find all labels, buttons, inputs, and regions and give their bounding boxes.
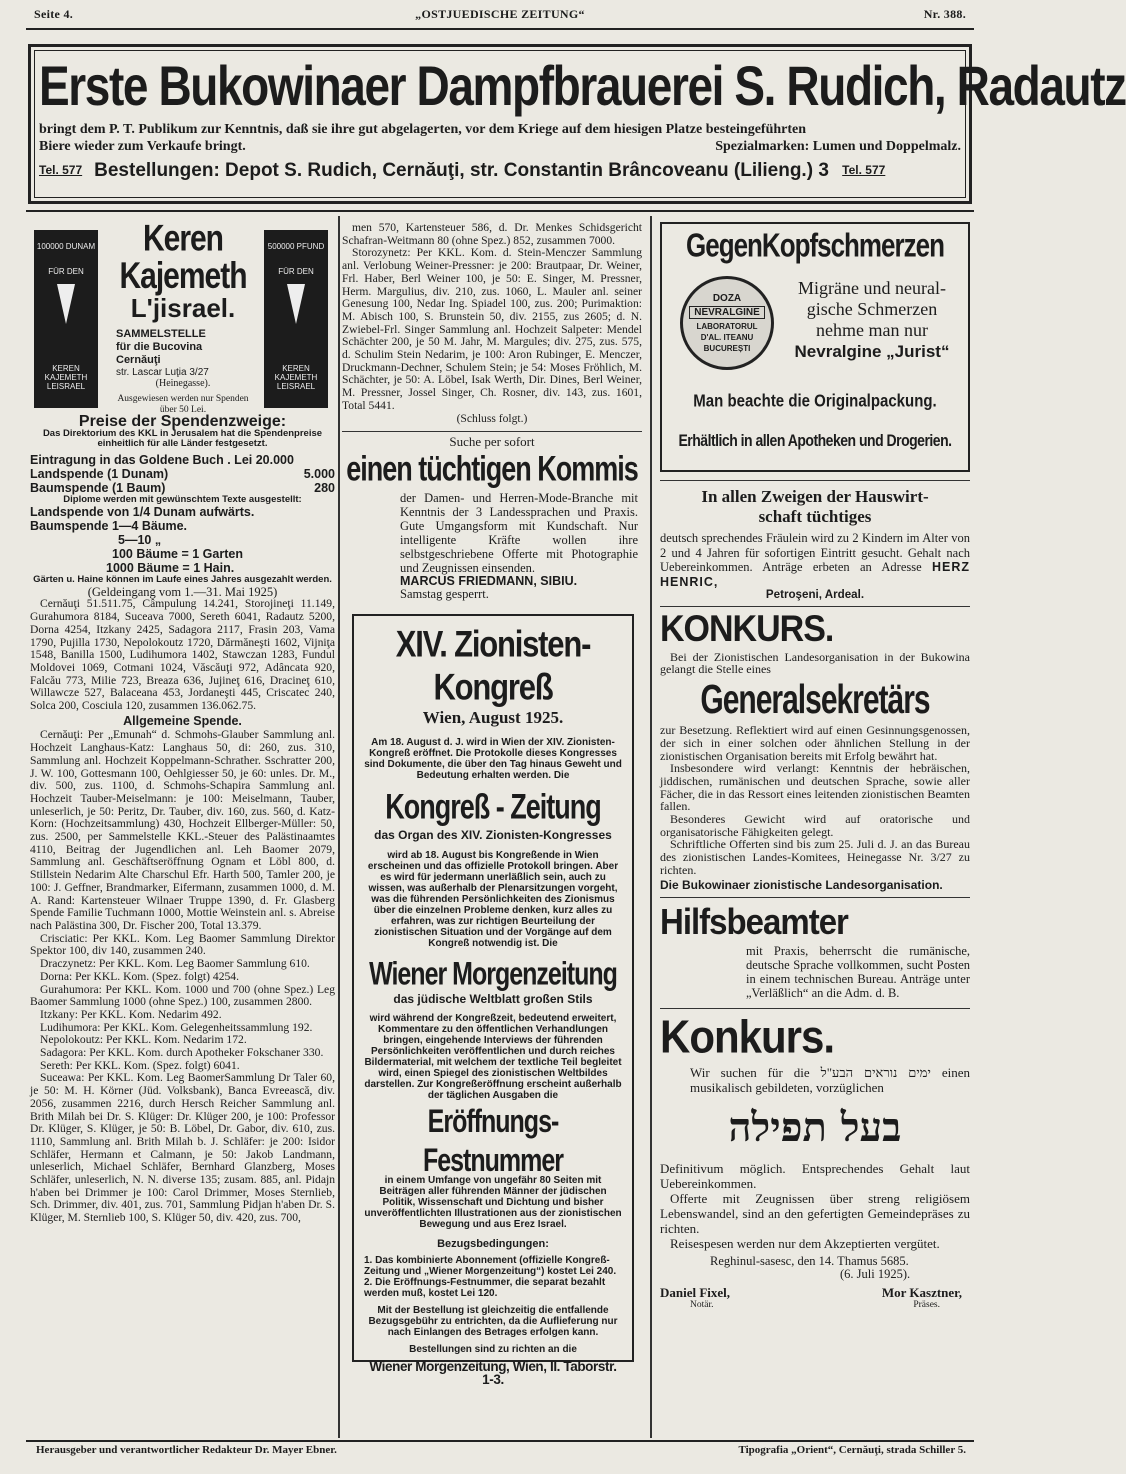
kkl-arrow-icon-right xyxy=(287,284,305,324)
issue-number: Nr. 388. xyxy=(923,7,966,21)
nev-line4: Nevralgine „Jurist“ xyxy=(794,342,950,361)
c1-para8: Ludihumora: Per KKL. Kom. Gelegenheitssammlung 192. xyxy=(40,1020,313,1034)
konkurs1-title: KONKURS. xyxy=(660,607,834,650)
konk2-p3: Offerte mit Zeugnissen über streng religiösem Lebenswandel, sind an den gefertigten Gemeindepräses zu richten. xyxy=(660,1191,970,1237)
kommis-saturday: Samstag gesperrt. xyxy=(400,586,489,601)
konk2-signatures xyxy=(660,1284,970,1300)
tin-doza: DOZA xyxy=(712,293,742,304)
preise-note2: Diplome werden mit gewünschtem Texte ausgestellt: xyxy=(63,493,302,505)
nevralgine-ad xyxy=(660,222,970,472)
c1-para10: Sadagora: Per KKL. Kom. durch Apotheker Fokschaner 330. xyxy=(40,1046,324,1060)
kongress-p3: wird während der Kongreßzeit, bedeutend erweitert, Kommentare zu den öffentlichen Verhandlungen bringen, eingehende Interviews der führenden Persönlichkeiten veröffentlichen und durch reiches Bildermaterial, mit welchem der textliche Teil begleitet wird, einen Spiegel des zionistischen Weltbildes darstellen. Zur Kongreßeröffnung erscheint außerhalb der täglichen Ausgaben die xyxy=(364,1013,622,1102)
column-3 xyxy=(660,222,970,1442)
kongress-address: Wiener Morgenzeitung, Wien, II. Taborstr. 1-3. xyxy=(369,1359,617,1387)
page-header xyxy=(34,8,966,24)
preise-row5: Baumspende 1—4 Bäume. xyxy=(30,519,187,534)
c1-para5: Dorna: Per KKL. Kom. (Spez. folgt) 4254. xyxy=(40,969,239,983)
konk2-roles xyxy=(660,1299,970,1312)
brewery-order: Bestellungen: Depot S. Rudich, Cernăuţi, str. Constantin Brâncoveanu (Lilieng.) 3 xyxy=(94,160,829,181)
kkl-title2: L'jisrael. xyxy=(130,293,236,323)
kkl-right-mid: FÜR DEN xyxy=(278,267,314,276)
brewery-tel-right: Tel. 577 xyxy=(842,163,886,177)
tin-lab: LABORATORUL xyxy=(696,322,758,331)
kkl-center xyxy=(108,218,258,415)
konk1-p6: Die Bukowinaer zionistische Landesorganisation. xyxy=(660,877,943,892)
c1-para1: Cernăuţi 51.511.75, Câmpulung 14.241, Storojineţi 11.149, Gurahumora 8184, Suceava 7000, Sereth 6041, Radautz 5200, Dorna 4254, Itzkany 2425, Sadagora 2117, Frasin 203, Vama 1790, Pujilla 1730, Nepolokoutz 1720, Dărmăneşti 1602, Vijniţa 1548, Banilla 1500, Ludihumora 1402, Stawczan 1283, Fundul Moldovei 1069, Cotmani 1024, Văscăuţi 972, Adâncata 920, Falcău 773, Milie 723, Breaza 636, Jujineţ 616, Dracineţ 610, Willawcze 527, Balaceana 453, Jordaneşti 445, Criscatec 240, Solca 200, Cosciula 120, zusammen 136.062.75. xyxy=(30,597,335,713)
konk1-p3: Insbesondere wird verlangt: Kenntnis der hebräischen, jiddischen, rumänischen und deutschen Sprache, sowie aller Fächer, die in das Ressort eines leitenden zionistischen Beamten fallen. xyxy=(660,761,970,814)
kkl-note: Ausgewiesen werden nur Spenden über 50 Lei. xyxy=(117,394,249,415)
weltblatt: das jüdische Weltblatt großen Stils xyxy=(393,991,593,1006)
role-notaer: Notär. xyxy=(690,1300,714,1311)
page-number: Seite 4. xyxy=(34,7,74,21)
tin-name: NEVRALGINE xyxy=(689,306,765,319)
kkl-right-top: 500000 PFUND xyxy=(267,242,325,251)
kommis-signature: MARCUS FRIEDMANN, SIBIU. xyxy=(400,573,578,588)
preise-row7: 100 Bäume = 1 Garten xyxy=(112,547,243,562)
preise-row8: 1000 Bäume = 1 Hain. xyxy=(106,561,235,576)
kkl-left-top: 100000 DUNAM xyxy=(36,242,96,251)
preise-note: Das Direktorium des KKL in Jerusalem hat die Spendenpreise einheitlich für alle Länder festgesetzt. xyxy=(42,427,323,450)
konk2-p4: Reisespesen werden nur dem Akzeptierten vergütet. xyxy=(670,1236,940,1252)
kongress-organ: das Organ des XIV. Zionisten-Kongresses xyxy=(374,828,612,843)
preise-row6: 5—10 „ xyxy=(118,533,162,548)
festnummer: Eröffnungs-Festnummer xyxy=(422,1103,564,1180)
konkurs2-title: Konkurs. xyxy=(660,1010,835,1063)
c1-para12: Suceawa: Per KKL. Kom. Leg BaomerSammlung Dr Taler 60, je 50: M. H. Körner (Jüd. Volksbank), Banca Evreească, div. 2056, zusammen 2216, durch Hersch Reicher Sammlung anl. Brith Milah bei Dr. S. Klüger: Dr. Klüger 200, je 100: Professor Dr. Klüger, S. Klüger, je 50: B. Löbel, Dr. Gabor, div. 610, zus. 1110, Sammlung anl. Brith Milah b. J. Schläfer: je 200: Isidor Schläfer, Hermann et Calmann, je 50: Jakob Landmann, unleserlich, Michael Schläfer, Bernhard Glanzberg, Moses Schläfer, unleserlich, N. N. diverse 135; zusam. 885, anl. Pidajn h'aben bei Drimmer je 100: Carol Drimmer, Moses Sternlieb, Sch. Drimmer, div. 401, zus. 701, Sammlung Pidjan h'aben Dr. S. Klüger, M. Sternlieb 100, S. Klüger 50, div. 420, zus. 700, xyxy=(30,1071,335,1225)
kkl-arrow-icon xyxy=(57,284,75,324)
konk1-p5: Schriftliche Offerten sind bis zum 25. Juli d. J. an das Bureau des zionistischen Landes-Komitees, Heinegasse Nr. 3/27 zu richten. xyxy=(660,837,970,877)
preise-row2 xyxy=(30,467,335,481)
kkl-right-bottom: KEREN KAJEMETH LEISRAEL xyxy=(274,364,318,391)
preise-row3 xyxy=(30,481,335,495)
c2-schluss: (Schluss folgt.) xyxy=(456,411,528,425)
newspaper-title: „OSTJUEDISCHE ZEITUNG“ xyxy=(415,7,585,21)
kkl-box-right xyxy=(264,230,328,408)
ad-bottom-rule xyxy=(26,210,974,212)
nev-available: Erhältlich in allen Apotheken und Drogerien. xyxy=(678,430,952,450)
wiener-morgenzeitung: Wiener Morgenzeitung xyxy=(369,955,617,992)
haus-title1: In allen Zweigen der Hauswirt- xyxy=(701,487,929,506)
sig-fixel: Daniel Fixel, xyxy=(660,1284,731,1300)
footer-rule xyxy=(26,1440,974,1442)
preise-row2-label: Landspende (1 Dunam) xyxy=(30,466,169,481)
c2-para1: men 570, Kartensteuer 586, d. Dr. Menkes Schidsgericht Schafran-Weitmann 80 (ohne Spez.) 852, zusammen 7000. xyxy=(342,221,642,247)
brewery-brands: Spezialmarken: Lumen und Doppelmalz. xyxy=(715,139,961,154)
brewery-line2: Biere wieder zum Verkaufe bringt. xyxy=(39,139,246,154)
generalsekretaer: Generalsekretärs xyxy=(700,678,930,723)
bezugsbedingungen: Bezugsbedingungen: xyxy=(437,1238,549,1251)
haus-body-text: deutsch sprechendes Fräulein wird zu 2 Kindern im Alter von 2 und 4 Jahren für sofortigen Eintritt gesucht. Gehalt nach Uebereinkommen. Anträge erbeten an Adresse xyxy=(660,531,970,574)
nev-line1: Migräne und neural- xyxy=(798,278,946,298)
kommis-body: der Damen- und Herren-Mode-Branche mit Kenntnis der 3 Landessprachen und Praxis. Gute Umgangsform mit Kundschaft. Nur intelligente Kräfte wollen ihre selbstgeschriebene Offerte mit Photographie und Zeugnissen einsenden. xyxy=(400,490,638,575)
preise-row4: Landspende von 1/4 Dunam aufwärts. xyxy=(30,505,255,520)
kongress-zeitung: Kongreß - Zeitung xyxy=(385,787,601,827)
column-2 xyxy=(342,222,642,1442)
nevralgine-text xyxy=(782,278,962,362)
kongress-subtitle: Wien, August 1925. xyxy=(422,708,564,728)
konk1-p4: Besonderes Gewicht wird auf oratorische und organisatorische Fähigkeiten gelegt. xyxy=(660,812,970,839)
role-praeses: Präses. xyxy=(913,1300,940,1311)
column-1 xyxy=(30,218,335,1440)
kkl-left-bottom: KEREN KAJEMETH LEISRAEL xyxy=(44,364,88,391)
nevralgine-title: GegenKopfschmerzen xyxy=(686,225,944,265)
preise-row10: (Geldeingang vom 1.—31. Mai 1925) xyxy=(87,584,278,599)
kongress-p2: wird ab 18. August bis Kongreßende in Wien erscheinen und das offizielle Protokoll bringen. Aber es wird für jedermann unerläßlich sein, auch zu wissen, was außerhalb der Plenarsitzungen vorgeht, was die führenden Persönlichkeiten des Zionismus über die einzelnen Probleme denken, kurz alles zu erfahren, was zur richtigen Beurteilung der zionistischen Situation und der Vorgänge auf dem Kongreß notwendig ist. Die xyxy=(367,849,619,949)
nev-original: Man beachte die Originalpackung. xyxy=(693,391,937,412)
c1-para3: Crisciatic: Per KKL. Kom. Leg Baomer Sammlung Direktor Spektor 100, div 140, zusammen 240. xyxy=(30,931,335,958)
tin-city: BUCUREȘTI xyxy=(703,344,751,353)
nev-line2: gische Schmerzen xyxy=(806,299,938,319)
c1-para6: Gurahumora: Per KKL. Kom. 1000 und 700 (ohne Spez.) Leg Baomer Sammlung 1000 (ohne Spez.) 100, zusammen 2800. xyxy=(30,982,335,1009)
konk2-date2: (6. Juli 1925). xyxy=(840,1266,911,1281)
preise-row2-value: 5.000 xyxy=(303,466,335,481)
preise-row9: Gärten u. Haine können im Laufe eines Jahres ausgezahlt werden. xyxy=(33,574,332,586)
kommis-top: Suche per sofort xyxy=(449,434,535,450)
haus-name: HERZ HENRIC, xyxy=(660,560,970,589)
kkl-left-mid: FÜR DEN xyxy=(48,267,84,276)
brewery-title: Erste Bukowinaer Dampfbrauerei S. Rudich, Radautz xyxy=(39,54,1126,118)
brewery-tel: Tel. 577 xyxy=(39,163,83,177)
preise-title: Preise der Spendenzweige: xyxy=(78,413,287,430)
hilf-body: mit Praxis, beherrscht die rumänische, deutsche Sprache vollkommen, sucht Posten in einem technischen Bureau. Anträge unter „Verläßlich“ an die Adm. d. B. xyxy=(746,944,970,1001)
header-rule xyxy=(26,28,974,30)
preise-row3-value: 280 xyxy=(314,480,335,495)
c1-para2: Cernăuţi: Per „Emunah“ d. Schmohs-Glauber Sammlung anl. Hochzeit Langhaus-Katz: Langhaus 50, di: 260, zus. 310, Sammlung anl. Hochzeit Koppelmann-Schrather. Sschratter 200, J. W. 100, Gottesmann 100, Oehlgiesser 50, je 60: unles. Dr. M., div. 500, zus. 1100, d. Schmohs-Schapira Sammlung anl. Hochzeit Tauber-Meiselmann: je 100: Meiselmann, Tauber, unleserlich, je 50: Peritz, Dr. Tauber, div. 160, zus. 560, d. Katz-Korn: (Hochzeitsammlung) 430, Hochzeit Ellberger-Müller: 50, zus. 2500, per Sammelstelle KKL.-Steuer des Palästinaamtes 4110, Beitrag der Jugendlichen anl. Leh Baomer 2079, Sammlung anl. Geschäftseröffnung Ognam et Löbl 800, d. Stillstein Nedarim Alte Charschul Efr. Harth 500, Tamler 200, je 100: J. Geffner, Brandmarker, Eifermann, zusammen 1000, d. M. A. Rand: Kartensteuer Wilnaer Truppe 1390, d. Fr. Glasberg Spende Familie Tuchmann 1000, Mottie Weinstein anl. s. Abreise nach Palästina 300, Dr. Fischer 200, Total 13.379. xyxy=(30,728,335,932)
kongress-l1: 1. Das kombinierte Abonnement (offizielle Kongreß-Zeitung und „Wiener Morgenzeitung“) kostet Lei 240. xyxy=(364,1255,617,1278)
nev-line3: nehme man nur xyxy=(816,320,928,340)
hilfsbeamter-title: Hilfsbeamter xyxy=(660,901,848,943)
konk1-p2: zur Besetzung. Reflektiert wird auf einen Gesinnungsgenossen, der sich in einer solchen oder ähnlichen Stellung in der zionistischen Organisation bereits mit Erfolg bewährt hat. xyxy=(660,723,970,763)
kkl-title1: Keren Kajemeth xyxy=(119,218,247,297)
nevralgine-tin-icon xyxy=(680,276,774,370)
konk2-date: Reghinul-sasesc, den 14. Thamus 5685. xyxy=(710,1254,909,1269)
c1-para4: Draczynetz: Per KKL. Kom. Leg Baomer Sammlung 610. xyxy=(40,957,310,971)
kkl-ad xyxy=(30,218,335,415)
c1-para7: Itzkany: Per KKL. Kom. Nedarim 492. xyxy=(40,1007,222,1021)
kkl-street2: (Heinegasse). xyxy=(155,378,211,389)
kongress-p6: Bestellungen sind zu richten an die xyxy=(409,1344,577,1356)
haus-title2: schaft tüchtiges xyxy=(758,507,872,526)
c1-para11: Sereth: Per KKL. Kom. (Spez. folgt) 6041. xyxy=(40,1058,240,1072)
kommis-heading: einen tüchtigen Kommis xyxy=(346,449,638,489)
column-rule-1 xyxy=(338,216,340,1438)
footer-publisher: Herausgeber und verantwortlicher Redakteur Dr. Mayer Ebner. xyxy=(36,1444,337,1456)
preise-row1: Eintragung in das Goldene Buch . Lei 20.000 xyxy=(30,452,294,467)
c1-heading: Allgemeine Spende. xyxy=(123,713,242,728)
c2-para2: Storozynetz: Per KKL. Kom. d. Stein-Menczer Sammlung anl. Verlobung Weiner-Pressner: je 200: Brautpaar, Dr. Weiner, Frl. Haber, Berl Weiner 100, je 50: E. Singer, M. Pressner, Herm. Margulius, div. 210, zus. 1060, L. Mauler anl. seiner Genesung 100, Nedar Ing. Spiadel 100, zus. 200; Purimaktion: M. Abisch 100, S. Brunstein 50, div. 2155, zus 2605; d. N. Zwiebel-Frl. Singer Sammlung anl. Hochzeit Salpeter: Mendel Schächter 200, je 50 M. Jahr, M. Margules; div. 275, zus. 575, d. Schulim Stein Nedarim, je 100: Aron Rubinger, E. Menczer, Druckmann-Dechner, Schulem Stein; je 54: Moses Fröhlich, M. Schächter, je 50: A. Löbel, Isak Werth, Dir. Dines, Berl Weiner, M. Pressner, Jossel Singer, Ch. Rosner, div. 143, zus. 1601, Total 5441. xyxy=(342,246,642,412)
konk1-p1: Bei der Zionistischen Landesorganisation in der Bukowina gelangt die Stelle eines xyxy=(660,649,970,677)
kkl-box-left xyxy=(34,230,98,408)
kkl-city: Cernăuţi xyxy=(116,354,161,366)
konk2-p2: Definitivum möglich. Entsprechendes Gehalt laut Uebereinkommen. xyxy=(660,1161,970,1192)
column-rule-2 xyxy=(650,216,652,1438)
brewery-ad xyxy=(28,44,1126,204)
haus-place: Petroşeni, Ardeal. xyxy=(765,588,865,601)
kkl-street: str. Lascar Luţia 3/27 xyxy=(116,367,209,378)
haus-body xyxy=(660,531,970,589)
kongress-title: XIV. Zionisten-Kongreß xyxy=(395,623,591,709)
kongress-ad xyxy=(352,614,634,1387)
brewery-line1: bringt dem P. T. Publikum zur Kenntnis, daß sie ihre gut abgelagerten, vor dem Kriege auf dem hiesigen Platze besteingeführten xyxy=(39,122,807,137)
c1-para9: Nepolokoutz: Per KKL. Kom. Nedarim 172. xyxy=(40,1033,247,1047)
kongress-l2: 2. Die Eröffnungs-Festnummer, die separat bezahlt werden muß, kostet Lei 120. xyxy=(364,1277,606,1300)
kongress-p4: in einem Umfange von ungefähr 80 Seiten mit Beiträgen aller führenden Männer der jüdischen Politik, Wissenschaft und Dichtung und bisher unveröffentlichten Illustrationen aus der zionistischen Bewegung und aus Erez Israel. xyxy=(364,1175,622,1231)
sig-kasztner: Mor Kasztner, xyxy=(881,1284,962,1300)
tin-iteanu: D'AL. ITEANU xyxy=(700,333,754,342)
footer-printer: Tipografia „Orient“, Cernăuţi, strada Schiller 5. xyxy=(738,1444,966,1456)
kongress-p5: Mit der Bestellung ist gleichzeitig die entfallende Bezugsgebühr zu entrichten, da die Auflieferung nur nach Einlangen des Betrages erfolgen kann. xyxy=(368,1305,618,1339)
kkl-bucovina: für die Bucovina xyxy=(116,341,203,353)
kkl-sammelstelle: SAMMELSTELLE xyxy=(116,328,206,340)
preise-row3-label: Baumspende (1 Baum) xyxy=(30,480,166,495)
kongress-p1: Am 18. August d. J. wird in Wien der XIV. Zionisten-Kongreß eröffnet. Die Protokolle dieses Kongresses sind Dokumente, die über den Tag hinaus Geweht und Bedeutung erhalten werden. Die xyxy=(364,737,622,782)
konk2-p1: Wir suchen für die ימים נוראים הבע"ל einen musikalisch gebildeten, vorzüglichen xyxy=(690,1065,970,1096)
baal-tefila: בעל תפילה xyxy=(728,1104,902,1152)
